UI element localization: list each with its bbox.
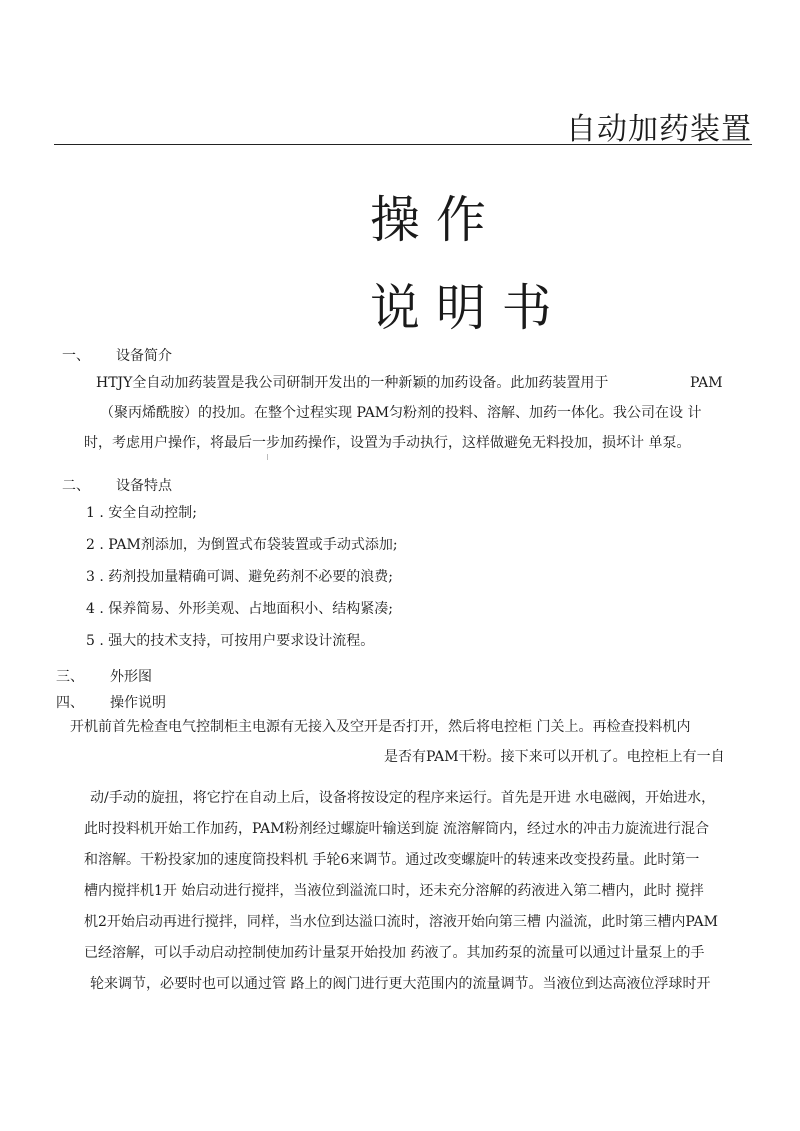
section-1-heading: 设备简介 bbox=[116, 348, 172, 364]
section-3-heading: 外形图 bbox=[110, 669, 152, 685]
section-1-line-2: （聚丙烯酰胺）的投加。在整个过程实现 PAM匀粉剂的投料、溶解、加药一体化。我公司在设 计 bbox=[100, 405, 702, 421]
feature-item-4: 4 . 保养简易、外形美观、占地面积小、结构紧凑; bbox=[86, 601, 393, 617]
operation-line-8: 已经溶解，可以手动启动控制使加药计量泵开始投加 药液了。其加药泵的流量可以通过计量泵上的手 bbox=[84, 945, 705, 961]
operation-line-6: 槽内搅拌机1开 始启动进行搅拌，当液位到溢流口时，还未充分溶解的药液进入第二槽内，此时 搅拌 bbox=[84, 883, 704, 899]
section-2-heading: 设备特点 bbox=[116, 478, 172, 494]
feature-item-3: 3 . 药剂投加量精确可调、避免药剂不必要的浪费; bbox=[86, 569, 393, 585]
operation-line-7: 机2开始启动再进行搅拌，同样，当水位到达溢口流时，溶液开始向第三槽 内溢流，此时第三槽内PAM bbox=[84, 914, 718, 930]
document-title-line-2: 说 明 书 bbox=[370, 279, 552, 337]
section-1-number: 一、 bbox=[62, 348, 90, 364]
operation-line-1: 开机前首先检查电气控制柜主电源有无接入及空开是否打开，然后将电控柜 门关上。再检查投料机内 bbox=[70, 719, 691, 735]
section-3-number: 三、 bbox=[56, 669, 84, 685]
header-title: 自动加药装置 bbox=[566, 112, 752, 147]
section-4-heading: 操作说明 bbox=[110, 695, 166, 711]
section-1-line-1: HTJY全自动加药装置是我公司研制开发出的一种新颖的加药设备。此加药装置用于 bbox=[96, 375, 609, 391]
feature-item-1: 1 . 安全自动控制; bbox=[86, 505, 197, 521]
document-title-line-1: 操 作 bbox=[370, 191, 486, 249]
scan-mark bbox=[267, 454, 269, 460]
operation-line-4: 此时投料机开始工作加药，PAM粉剂经过螺旋叶输送到旋 流溶解筒内，经过水的冲击力旋流进行混合 bbox=[84, 821, 710, 837]
section-4-number: 四、 bbox=[56, 695, 84, 711]
section-1-line-3: 时，考虑用户操作，将最后一步加药操作，设置为手动执行，这样做避免无料投加，损坏计 单泵。 bbox=[84, 435, 691, 451]
operation-line-5: 和溶解。干粉投家加的速度筒投料机 手轮6来调节。通过改变螺旋叶的转速来改变投药量。此时第一 bbox=[84, 852, 700, 868]
section-1-line-1-end: PAM bbox=[690, 375, 723, 391]
feature-item-5: 5 . 强大的技术支持，可按用户要求设计流程。 bbox=[86, 633, 375, 649]
section-2-number: 二、 bbox=[62, 478, 90, 494]
header-divider bbox=[54, 144, 752, 145]
operation-line-3: 动/手动的旋扭，将它拧在自动上后，设备将按设定的程序来运行。首先是开进 水电磁阀，开始进水， bbox=[90, 790, 716, 806]
operation-line-2: 是否有PAM干粉。接下来可以开机了。电控柜上有一自 bbox=[384, 749, 725, 765]
feature-item-2: 2 . PAM剂添加，为倒置式布袋装置或手动式添加; bbox=[86, 537, 398, 553]
operation-line-9: 轮来调节，必要时也可以通过管 路上的阀门进行更大范围内的流量调节。当液位到达高液位浮球时开 bbox=[90, 976, 711, 992]
